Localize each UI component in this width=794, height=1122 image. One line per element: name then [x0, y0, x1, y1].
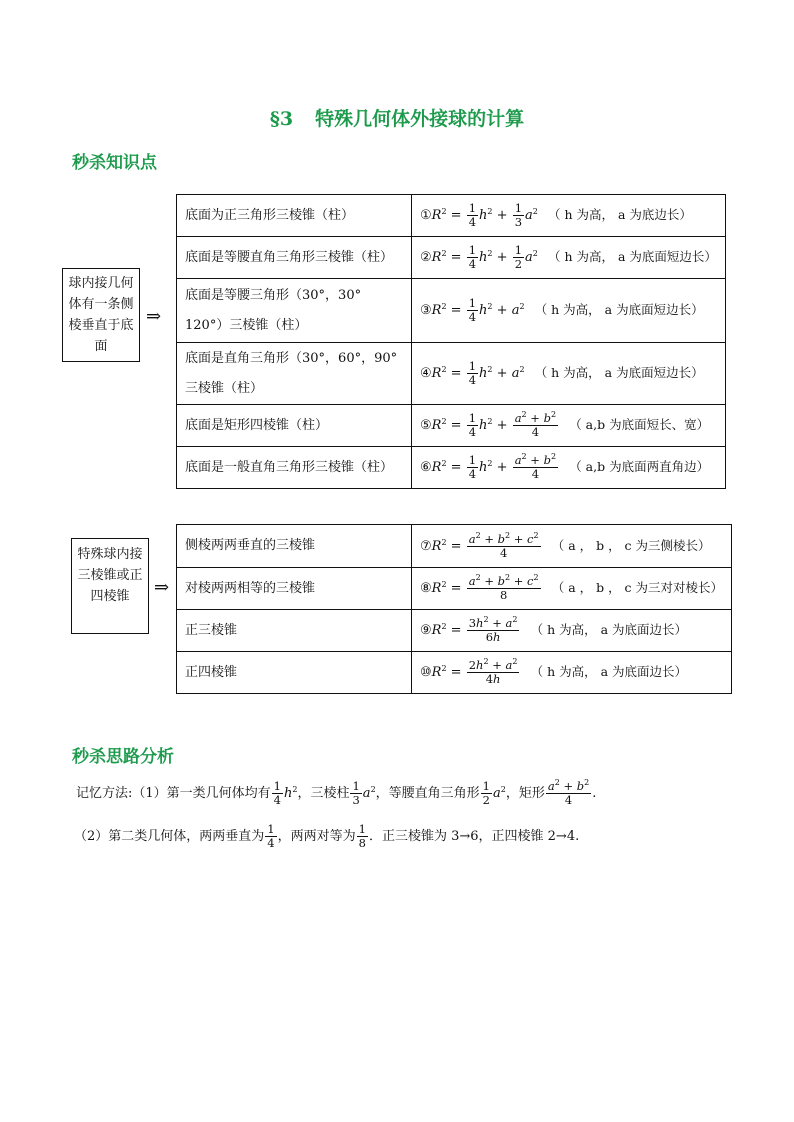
- row-desc: 底面为正三角形三棱锥（柱）: [177, 195, 412, 237]
- formula-table-1: [176, 194, 726, 489]
- section-heading-knowledge: 秒杀知识点: [72, 153, 157, 173]
- group1-label-box: [62, 268, 140, 362]
- table-row: [177, 652, 732, 694]
- group1-label: 球内接几何体有一条侧棱垂直于底面: [68, 276, 134, 354]
- memory-method-line-2: （2）第二类几何体，两两垂直为 $\frac{1}{4}$ ，两两对等为 $\frac{1}{8}$ ．正三棱锥为 3→6，正四棱锥 2→4.: [74, 822, 580, 850]
- row-desc: 底面是矩形四棱锥（柱）: [177, 405, 412, 447]
- row-formula: $⑨R^2$ = $\frac{3h^2 + a^2}{6h}$ （ h 为高， a 为底面边长）: [412, 610, 732, 652]
- row-desc: 正四棱锥: [177, 652, 412, 694]
- table-row: [177, 568, 732, 610]
- section-heading-analysis: 秒杀思路分析: [72, 747, 174, 767]
- table-row: [177, 405, 726, 447]
- table-row: [177, 343, 726, 405]
- table-row: [177, 279, 726, 343]
- row-desc: 正三棱锥: [177, 610, 412, 652]
- table-row: [177, 610, 732, 652]
- row-formula: $⑥R^2$ = $\frac{1}{4}$ $h^2$ + $\frac{a^2 + b^2}{4}$ （ a,b 为底面两直角边）: [412, 447, 726, 489]
- table-row: [177, 525, 732, 568]
- implies-arrow-1: ⇒: [146, 306, 162, 327]
- row-formula: $②R^2$ = $\frac{1}{4}$ $h^2$ + $\frac{1}{2}$ $a^2$ （ h 为高， a 为底面短边长）: [412, 237, 726, 279]
- row-formula: $③R^2$ = $\frac{1}{4}$ $h^2 + a^2$ （ h 为高， a 为底面短边长）: [412, 279, 726, 343]
- page-title: [0, 104, 794, 131]
- section-number: §3: [269, 108, 294, 130]
- table-row: [177, 237, 726, 279]
- row-formula: $⑤R^2$ = $\frac{1}{4}$ $h^2$ + $\frac{a^2 + b^2}{4}$ （ a,b 为底面短长、宽）: [412, 405, 726, 447]
- row-formula: $⑧R^2$ = $\frac{a^2 + b^2 + c^2}{8}$ （ a ， b ， c 为三对对棱长）: [412, 568, 732, 610]
- row-desc: 对棱两两相等的三棱锥: [177, 568, 412, 610]
- row-formula: $①R^2$ = $\frac{1}{4}$ $h^2$ + $\frac{1}{3}$ $a^2$ （ h 为高， a 为底边长）: [412, 195, 726, 237]
- group2-label: 特殊球内接三棱锥或正四棱锥: [77, 547, 143, 604]
- formula-table-2: [176, 524, 732, 694]
- memory-method-line-1: 记忆方法:（1）第一类几何体均有 $\frac{1}{4}$ $h^2$，三棱柱 $\frac{1}{3}$ $a^2$，等腰直角三角形 $\frac{1}{2}$ $a^2$，矩形 $\frac{a^2 + b^2}{4}$ .: [76, 778, 597, 807]
- group2-label-box: [71, 538, 149, 634]
- row-desc: 底面是直角三角形（30°，60°，90° 三棱锥（柱）: [177, 343, 412, 405]
- row-desc: 底面是一般直角三角形三棱锥（柱）: [177, 447, 412, 489]
- table-row: [177, 195, 726, 237]
- row-formula: $④R^2$ = $\frac{1}{4}$ $h^2 + a^2$ （ h 为高， a 为底面短边长）: [412, 343, 726, 405]
- row-formula: $⑦R^2$ = $\frac{a^2 + b^2 + c^2}{4}$ （ a ， b ， c 为三侧棱长）: [412, 525, 732, 568]
- row-formula: $⑩R^2$ = $\frac{2h^2 + a^2}{4h}$ （ h 为高， a 为底面边长）: [412, 652, 732, 694]
- row-desc: 底面是等腰三角形（30°，30° 120°）三棱锥（柱）: [177, 279, 412, 343]
- implies-arrow-2: ⇒: [154, 577, 170, 598]
- title-text: 特殊几何体外接球的计算: [315, 108, 525, 130]
- row-desc: 底面是等腰直角三角形三棱锥（柱）: [177, 237, 412, 279]
- row-desc: 侧棱两两垂直的三棱锥: [177, 525, 412, 568]
- table-row: [177, 447, 726, 489]
